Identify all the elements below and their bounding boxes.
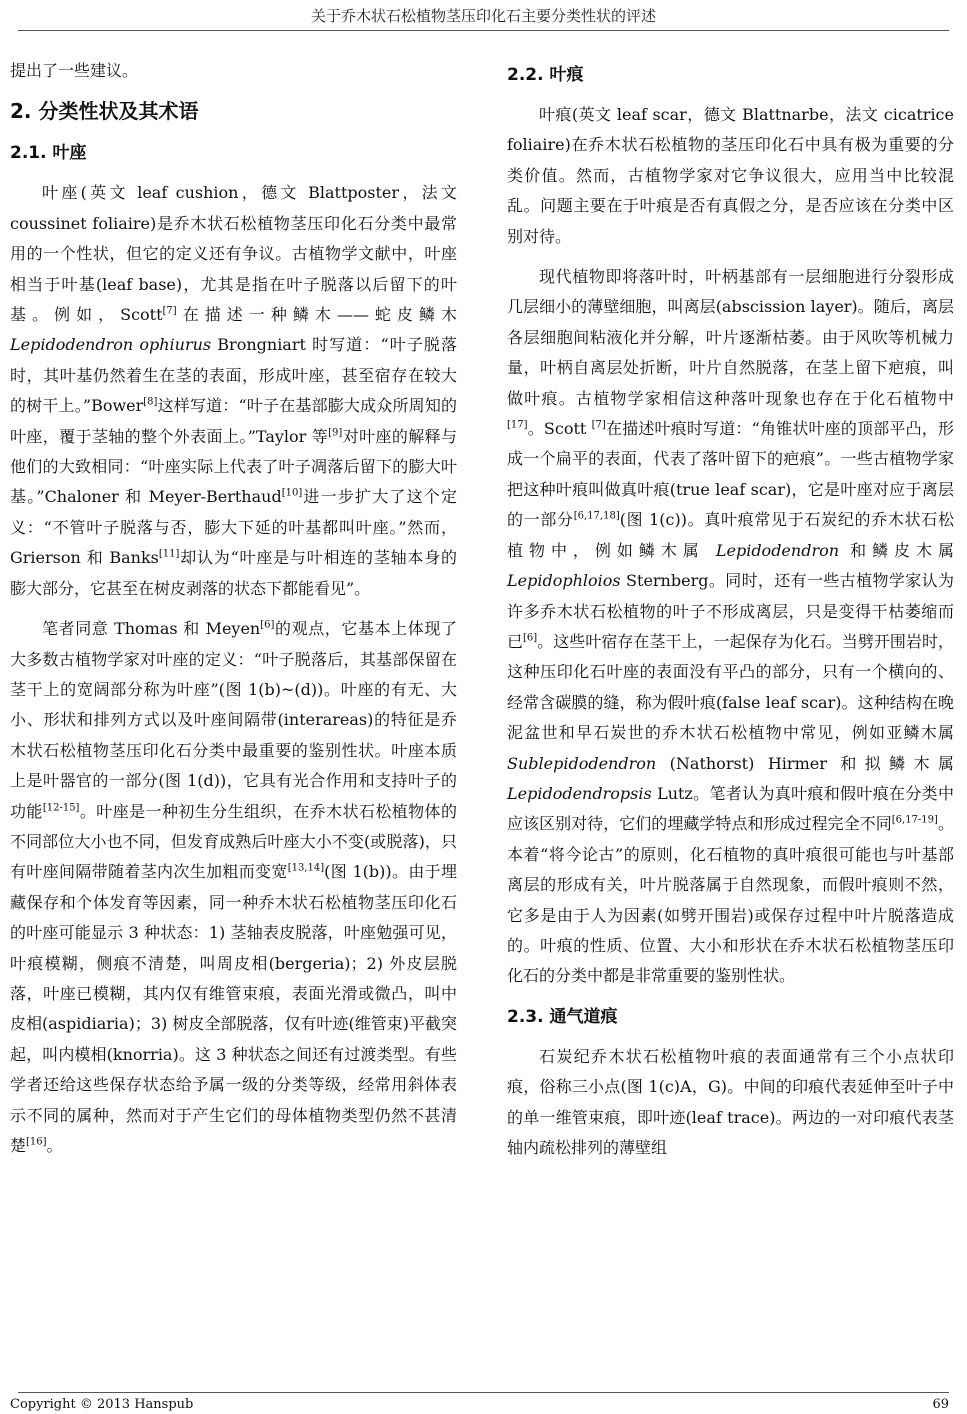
citation: [17] <box>507 419 528 431</box>
citation: [6,17,18] <box>573 510 620 522</box>
citation: [7] <box>162 305 177 317</box>
citation: [12-15] <box>42 802 80 814</box>
citation: [10] <box>281 488 303 500</box>
citation: [7] <box>591 419 606 431</box>
citation: [6,17-19] <box>891 815 938 827</box>
page-number: 69 <box>932 1397 949 1412</box>
footer-rule <box>18 1392 949 1393</box>
subsection-heading-2-2: 2.2. 叶痕 <box>507 65 584 85</box>
running-header: 关于乔木状石松植物茎压印化石主要分类性状的评述 <box>310 7 656 25</box>
citation: [6] <box>523 632 538 644</box>
citation: [9] <box>328 427 343 439</box>
paragraph-leaf-cushion-definition: 叶座(英文 leaf cushion，德文 Blattposter，法文 coussinet foliaire)是乔木状石松植物茎压印化石分类中最常用的一个性状，但它的定义还有争议。古植物学文献中，叶座相当于叶基(leaf base)，尤其是指在叶子脱落以后留下的叶基。例如，Scott[7]在描述一种鳞木——蛇皮鳞木 Lepidodendron ophiurus Brongniart 时写道：“叶子脱落时，其叶基仍然着生在茎的表面，形成叶座，甚至宿存在较大的树干上。”Bower[8]这样写道：“叶子在基部膨大成众所周知的叶座，覆于茎轴的整个外表面上。”Taylor 等[9]对叶座的解释与他们的大致相同：“叶座实际上代表了叶子凋落后留下的膨大叶基。”Chaloner 和 Meyer-Berthaud[10]进一步扩大了这个定义：“不管叶子脱落与否，膨大下延的叶基都叫叶座。”然而，Grierson 和 Banks[11]却认为“叶座是与叶相连的茎轴本身的膨大部分，它甚至在树皮剥落的状态下都能看见”。 <box>10 183 458 598</box>
taxon-name: Lepidodendron <box>715 540 840 560</box>
right-column <box>507 56 954 1173</box>
paragraph-intro-end: 提出了一些建议。 <box>10 61 139 80</box>
taxon-name: Lepidodendron ophiurus <box>10 335 212 355</box>
taxon-name: Lepidophloios <box>507 571 621 591</box>
subsection-heading-2-3: 2.3. 通气道痕 <box>507 1006 618 1027</box>
paragraph-leaf-cushion-states: 笔者同意 Thomas 和 Meyen[6]的观点，它基本上体现了大多数古植物学家对叶座的定义：“叶子脱落后，其基部保留在茎干上的宽阔部分称为叶座”(图 1(b)~(d))。叶座的有无、大小、形状和排列方式以及叶座间隔带(interareas)的特征是乔木状石松植物茎压印化石分类中最重要的鉴别性状。叶座本质上是叶器官的一部分(图 1(d))，它具有光合作用和支持叶子的功能[12-15]。叶座是一种初生分生组织，在乔木状石松植物体的不同部位大小也不同，但发育成熟后叶座大小不变(或脱落)，只有叶座间隔带随着茎内次生加粗而变宽[13,14](图 1(b))。由于埋藏保存和个体发育等因素，同一种乔木状石松植物茎压印化石的叶座可能显示 3 种状态：1) 茎轴表皮脱落，叶座勉强可见，叶痕模糊，侧痕不清楚，叫周皮相(bergeria)；2) 外皮层脱落，叶座已模糊，其内仅有维管束痕，表面光滑或微凸，叫中皮相(aspidiaria)；3) 树皮全部脱落，仅有叶迹(维管束)平截突起，叫内模相(knorria)。这 3 种状态之间还有过渡类型。有些学者还给这些保存状态给予属一级的分类等级，经常用斜体表示不同的属种，然而对于产生它们的母体植物类型仍然不甚清楚[16]。 <box>10 619 457 1155</box>
header-rule <box>18 30 949 31</box>
paragraph-parichnos: 石炭纪乔木状石松植物叶痕的表面通常有三个小点状印痕，俗称三小点(图 1(c)A，G)。中间的印痕代表延伸至叶子中的单一维管束痕，即叶迹(leaf trace)。两边的一对印痕代表茎轴内疏松排列的薄壁组 <box>507 1046 954 1157</box>
citation: [6] <box>260 619 275 631</box>
citation: [16] <box>26 1136 47 1148</box>
citation: [11] <box>158 548 180 560</box>
taxon-name: Sublepidodendron <box>507 753 657 773</box>
taxon-name: Lepidodendropsis <box>507 783 652 803</box>
citation: [8] <box>143 396 158 408</box>
paragraph-leaf-scar-detail: 现代植物即将落叶时，叶柄基部有一层细胞进行分裂形成几层细小的薄壁细胞，叫离层(abscission layer)。随后，离层各层细胞间粘液化并分解，叶片逐渐枯萎。由于风吹等机械力量，叶柄自离层处折断，叶片自然脱落，在茎上留下疤痕，叫做叶痕。古植物学家相信这种落叶现象也存在于化石植物中[17]。Scott [7]在描述叶痕时写道：“角锥状叶座的顶部平凸，形成一个扁平的表面，代表了落叶留下的疤痕”。一些古植物学家把这种叶痕叫做真叶痕(true leaf scar)，它是叶座对应于离层的一部分[6,17,18](图 1(c))。真叶痕常见于石炭纪的乔木状石松植物中，例如鳞木属 Lepidodendron 和鳞皮木属 Lepidophloios Sternberg。同时，还有一些古植物学家认为许多乔木状石松植物的叶子不形成离层，只是变得干枯萎缩而已[6]。这些叶宿存在茎干上，一起保存为化石。当劈开围岩时，这种压印化石叶座的表面没有平凸的部分，只有一个横向的、经常含碳膜的缝，称为假叶痕(false leaf scar)。这种结构在晚泥盆世和早石炭世的乔木状石松植物中常见，例如亚鳞木属 Sublepidodendron (Nathorst) Hirmer 和拟鳞木属 Lepidodendropsis Lutz。笔者认为真叶痕和假叶痕在分类中应该区别对待，它们的埋藏学特点和形成过程完全不同[6,17-19]。本着“将今论古”的原则，化石植物的真叶痕很可能也与叶基部离层的形成有关，叶片脱落属于自然现象，而假叶痕则不然，它多是由于人为因素(如劈开围岩)或保存过程中叶片脱落造成的。叶痕的性质、位置、大小和形状在乔木状石松植物茎压印化石的分类中都是非常重要的鉴别性状。 <box>507 267 954 986</box>
left-column <box>10 56 457 1171</box>
copyright: Copyright © 2013 Hanspub <box>10 1397 194 1412</box>
subsection-heading-2-1: 2.1. 叶座 <box>10 143 87 164</box>
citation: [13,14] <box>287 863 325 875</box>
section-heading-2: 2. 分类性状及其术语 <box>10 99 199 124</box>
paragraph-leaf-scar-intro: 叶痕(英文 leaf scar，德文 Blattnarbe，法文 cicatrice foliaire)在乔木状石松植物的茎压印化石中具有极为重要的分类价值。然而，古植物学家对它争议很大，应用当中比较混乱。问题主要在于叶痕是否有真假之分，是否应该在分类中区别对待。 <box>507 105 954 246</box>
